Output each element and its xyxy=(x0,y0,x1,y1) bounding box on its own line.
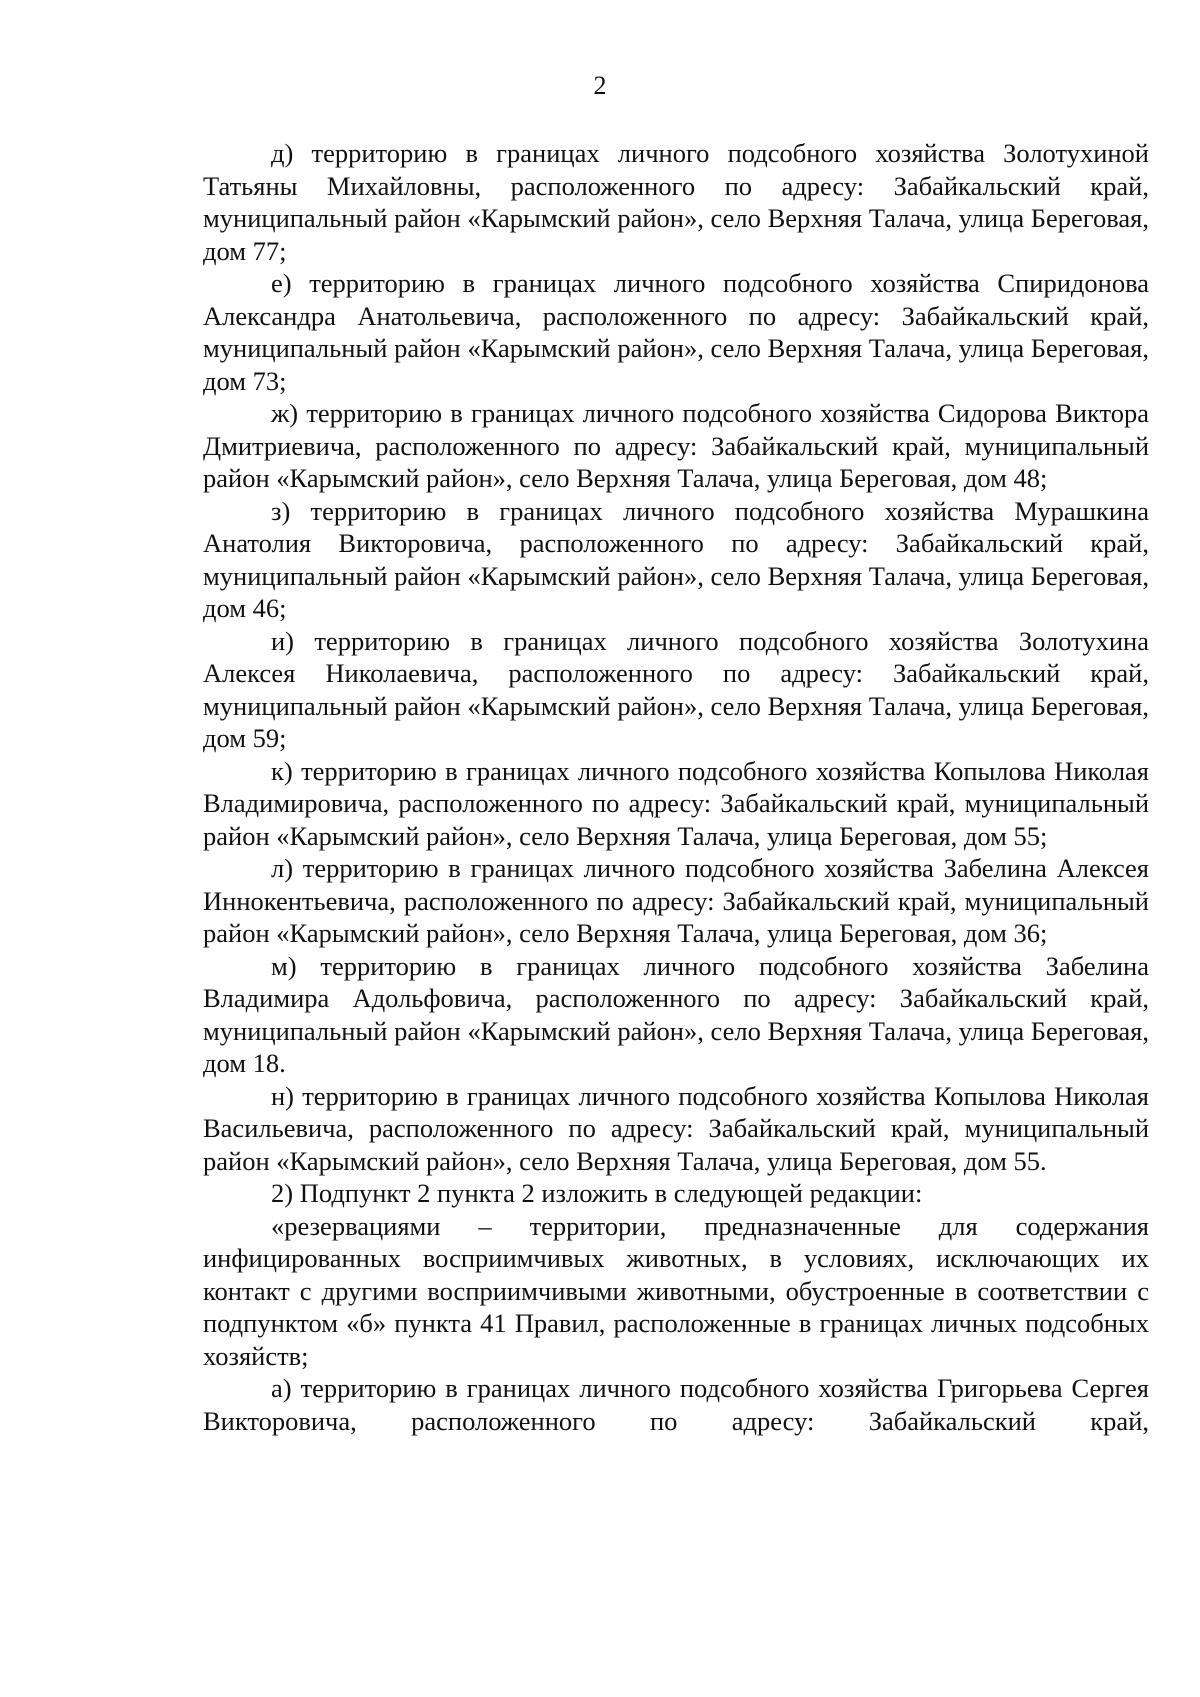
paragraph-i: и) территорию в границах личного подсобного хозяйства Золотухина Алексея Николаевича, расположенного по адресу: Забайкальский край, муниципальный район «Карымский район», село Верхняя Талача, улица Береговая, дом 59; xyxy=(203,625,1149,753)
paragraph-d: д) территорию в границах личного подсобного хозяйства Золотухиной Татьяны Михайловны, расположенного по адресу: Забайкальский край, муниципальный район «Карымский район», село Верхняя Талача, улица Береговая, дом 77; xyxy=(203,138,1149,266)
paragraph-n: н) территорию в границах личного подсобного хозяйства Копылова Николая Васильевича, расположенного по адресу: Забайкальский край, муниципальный район «Карымский район», село Верхняя Талача, улица Береговая, дом 55. xyxy=(203,1080,1149,1176)
paragraph-m: м) территорию в границах личного подсобного хозяйства Забелина Владимира Адольфовича, расположенного по адресу: Забайкальский край, муниципальный район «Карымский район», село Верхняя Талача, улица Береговая, дом 18. xyxy=(203,950,1149,1078)
paragraph-reservations-definition: «резервациями – территории, предназначенные для содержания инфицированных восприимчивых животных, в условиях, исключающих их контакт с другими восприимчивыми животными, обустроенные в соответствии с подпунктом «б» пункта 41 Правил, расположенные в границах личных подсобных хозяйств; xyxy=(203,1210,1149,1371)
document-body xyxy=(203,137,1149,1437)
paragraph-k: к) территорию в границах личного подсобного хозяйства Копылова Николая Владимировича, расположенного по адресу: Забайкальский край, муниципальный район «Карымский район», село Верхняя Талача, улица Береговая, дом 55; xyxy=(203,755,1149,851)
page-number: 2 xyxy=(593,71,607,100)
paragraph-l: л) территорию в границах личного подсобного хозяйства Забелина Алексея Иннокентьевича, расположенного по адресу: Забайкальский край, муниципальный район «Карымский район», село Верхняя Талача, улица Береговая, дом 36; xyxy=(203,853,1149,948)
paragraph-item-2: 2) Подпункт 2 пункта 2 изложить в следующей редакции: xyxy=(271,1178,923,1208)
paragraph-z: з) территорию в границах личного подсобного хозяйства Мурашкина Анатолия Викторовича, расположенного по адресу: Забайкальский край, муниципальный район «Карымский район», село Верхняя Талача, улица Береговая, дом 46; xyxy=(203,495,1149,623)
paragraph-zh: ж) территорию в границах личного подсобного хозяйства Сидорова Виктора Дмитриевича, расположенного по адресу: Забайкальский край, муниципальный район «Карымский район», село Верхняя Талача, улица Береговая, дом 48; xyxy=(203,398,1149,493)
paragraph-a: а) территорию в границах личного подсобного хозяйства Григорьева Сергея Викторовича, расположенного по адресу: Забайкальский край, xyxy=(203,1373,1149,1436)
paragraph-e: е) территорию в границах личного подсобного хозяйства Спиридонова Александра Анатольевича, расположенного по адресу: Забайкальский край, муниципальный район «Карымский район», село Верхняя Талача, улица Береговая, дом 73; xyxy=(203,268,1149,396)
